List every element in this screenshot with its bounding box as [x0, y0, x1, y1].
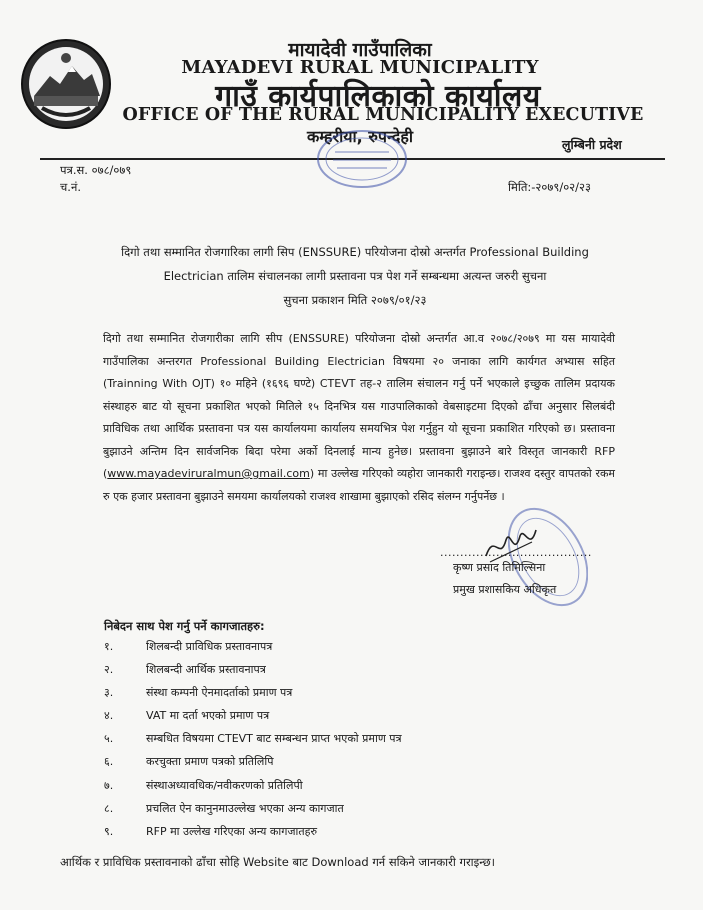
- list-item: [104, 660, 584, 683]
- office-address: कम्हरीया, रुपन्देही: [306, 127, 414, 146]
- list-item-label: करचुक्ता प्रमाण पत्रको प्रतिलिपि: [146, 755, 274, 769]
- dispatch-number: च.नं.: [60, 180, 81, 194]
- province-label: लुम्बिनी प्रदेश: [562, 137, 622, 152]
- list-item: [104, 822, 584, 845]
- signature-line: ......................................: [440, 546, 592, 559]
- list-item-label: प्रचलित ऐन कानुनमाउल्लेख भएका अन्य कागजात: [146, 801, 344, 815]
- list-item-label: संस्थाअध्यावधिक/नवीकरणको प्रतिलिपी: [146, 778, 303, 792]
- list-item: [104, 706, 584, 729]
- body-text-part-2: ) मा उल्लेख गरिएको व्यहोरा जानकारी गराइन्छ। राजश्व दस्तुर वापतको रकम रु एक हजार प्रस्तावना बुझाउने समयमा कार्यालयको राजश्व शाखामा बुझाएको रसिद संलग्न गर्नुपर्नेछ ।: [103, 467, 615, 503]
- list-item: [104, 637, 584, 660]
- list-item-number: ५.: [104, 732, 114, 746]
- footer-note: आर्थिक र प्राविधिक प्रस्तावनाको ढाँचा सोहि Website बाट Download गर्न सकिने जानकारी गराइन्छ।: [60, 855, 496, 869]
- list-item-label: संस्था कम्पनी ऐनमादर्ताको प्रमाण पत्र: [146, 686, 293, 700]
- nepal-emblem-icon: [20, 38, 112, 130]
- letter-date: मिति:-२०७९/०२/२३: [508, 180, 592, 194]
- list-item-number: २.: [104, 663, 114, 677]
- subject-line-2: Electrician तालिम संचालनका लागी प्रस्तावना पत्र पेश गर्ने सम्बन्धमा अत्यन्त जरुरी सुचना: [163, 269, 547, 283]
- municipality-name-english: MAYADEVI RURAL MUNICIPALITY: [181, 57, 539, 78]
- list-item-number: ९.: [104, 824, 114, 838]
- list-item-label: RFP मा उल्लेख गरिएका अन्य कागजातहरु: [146, 824, 318, 838]
- body-text-part-1: दिगो तथा सम्मानित रोजगारीका लागि सीप (ENSSURE) परियोजना दोस्रो अन्तर्गत आ.व २०७८/२०७९ मा यस मायादेवी गाउँपालिका अन्तरगत Professional Building Electrician विषयमा २० जनाका लागि कार्यगत अभ्यास सहित (Trainning With OJT) १० महिने (१६९६ घण्टे) CTEVT तह-२ तालिम संचालन गर्नु पर्ने भएकाले इच्छुक तालिम प्रदायक संस्थाहरु बाट यो सूचना प्रकाशित भएको मितिले १५ दिनभित्र यस गाउपालिकाको वेबसाइटमा दिएको ढाँचा अनुसार सिलबंदी प्राविधिक तथा आर्थिक प्रस्तावना पत्र यस कार्यालयमा कार्यालय समयभित्र पेश गर्नुहुन यो सूचना प्रकाशित गरिएको छ। प्रस्तावना बुझाउने अन्तिम दिन सार्वजनिक बिदा परेमा अर्को दिनलाई मान्य हुनेछ। प्रस्तावना बुझाउने बारे विस्तृत जानकारी RFP (: [103, 332, 615, 480]
- list-item-number: ८.: [104, 801, 114, 815]
- list-item-number: ७.: [104, 778, 114, 792]
- office-title-nepali: गाउँ कार्यपालिकाको कार्यालय: [215, 79, 541, 114]
- notice-body: [103, 328, 615, 508]
- list-item: [104, 752, 584, 775]
- list-item-number: ३.: [104, 686, 114, 700]
- list-item: [104, 729, 584, 752]
- signatory-name: कृष्ण प्रसाद तिमिल्सिना: [453, 561, 546, 574]
- list-item: [104, 799, 584, 822]
- attachments-heading: निबेदन साथ पेश गर्नु पर्ने कागजातहरु:: [104, 619, 265, 633]
- list-item: [104, 683, 584, 706]
- list-item-label: शिलबन्दी प्राविधिक प्रस्तावनापत्र: [146, 640, 273, 653]
- list-item: [104, 776, 584, 799]
- attachments-list: [104, 637, 584, 845]
- rfp-email-link[interactable]: www.mayadeviruralmun@gmail.com: [107, 467, 310, 480]
- notice-subject: [95, 240, 615, 312]
- signatory-title: प्रमुख प्रशासकिय अधिकृत: [453, 583, 557, 596]
- reference-number: पत्र.स. ०७८/०७९: [60, 163, 132, 177]
- office-stamp-icon: [315, 128, 410, 190]
- list-item-label: शिलबन्दी आर्थिक प्रस्तावनापत्र: [146, 663, 266, 677]
- list-item-label: सम्बधित विषयमा CTEVT बाट सम्बन्धन प्राप्त भएको प्रमाण पत्र: [146, 732, 402, 746]
- list-item-label: VAT मा दर्ता भएको प्रमाण पत्र: [146, 709, 270, 723]
- list-item-number: ४.: [104, 709, 114, 723]
- list-item-number: १.: [104, 640, 114, 653]
- subject-line-1: दिगो तथा सम्मानित रोजगारिका लागी सिप (ENSSURE) परियोजना दोस्रो अन्तर्गत Professional Building: [121, 245, 589, 259]
- list-item-number: ६.: [104, 755, 114, 769]
- office-title-english: OFFICE OF THE RURAL MUNICIPALITY EXECUTIVE: [122, 105, 644, 125]
- municipality-name-nepali: मायादेवी गाउँपालिका: [288, 39, 432, 61]
- subject-line-3: सुचना प्रकाशन मिति २०७९/०१/२३: [283, 293, 427, 307]
